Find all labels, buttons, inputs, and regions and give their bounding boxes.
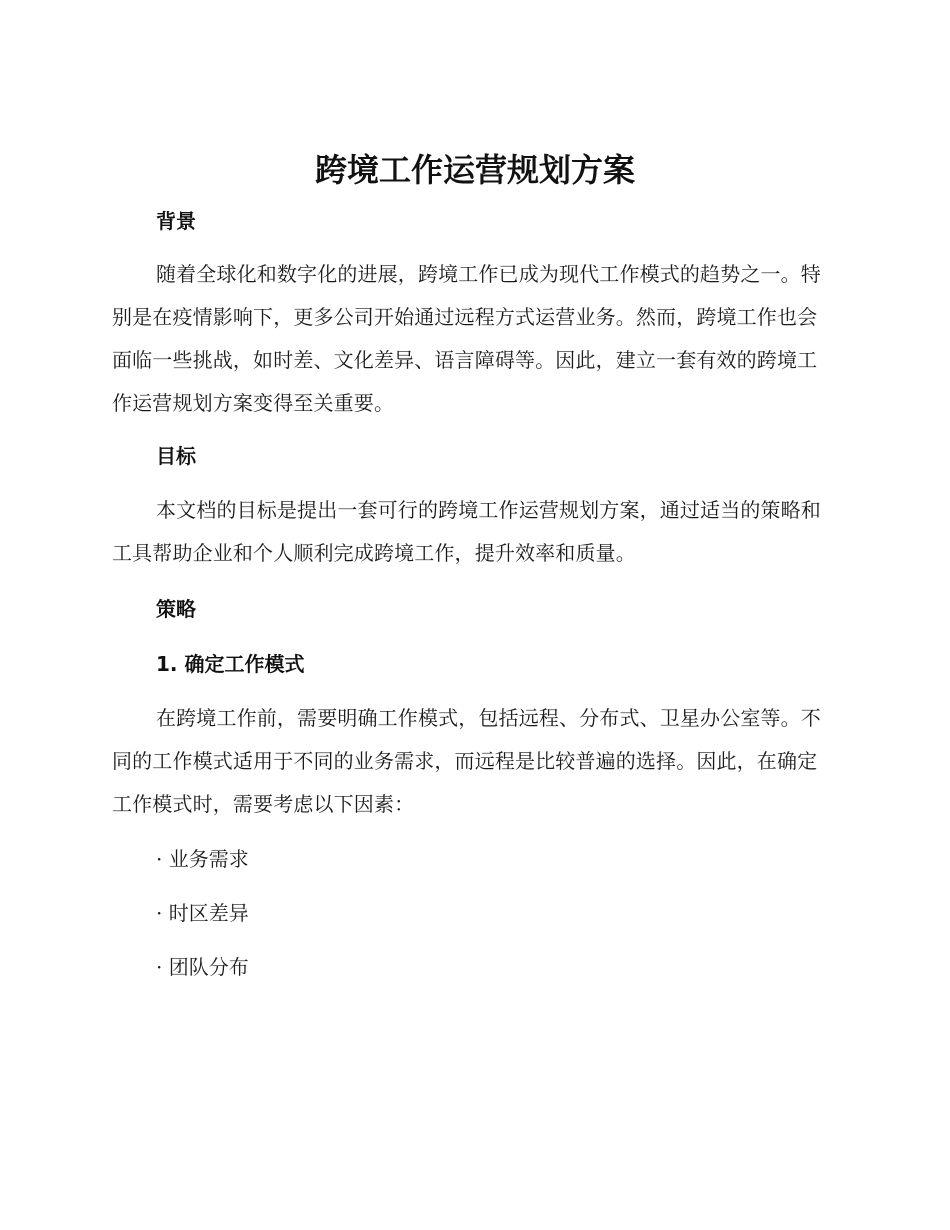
section-heading-background: 背景 [156,209,196,233]
background-paragraph: 随着全球化和数字化的进展，跨境工作已成为现代工作模式的趋势之一。特别是在疫情影响下，更多公司开始通过远程方式运营业务。然而，跨境工作也会面临一些挑战，如时差、文化差异、语言障碍等。因此，建立一套有效的跨境工作运营规划方案变得至关重要。 [112,262,821,415]
goal-paragraph: 本文档的目标是提出一套可行的跨境工作运营规划方案，通过适当的策略和工具帮助企业和个人顺利完成跨境工作，提升效率和质量。 [112,498,821,565]
section-heading-strategy: 策略 [156,597,196,621]
document-title: 跨境工作运营规划方案 [314,151,635,189]
subsection-heading-work-mode: 1. 确定工作模式 [156,652,305,676]
list-item: · 时区差异 [156,901,249,925]
section-heading-goal: 目标 [156,444,196,468]
list-item: · 团队分布 [156,955,249,979]
work-mode-paragraph: 在跨境工作前，需要明确工作模式，包括远程、分布式、卫星办公室等。不同的工作模式适用于不同的业务需求，而远程是比较普遍的选择。因此，在确定工作模式时，需要考虑以下因素： [112,706,821,816]
list-item: · 业务需求 [156,847,249,871]
